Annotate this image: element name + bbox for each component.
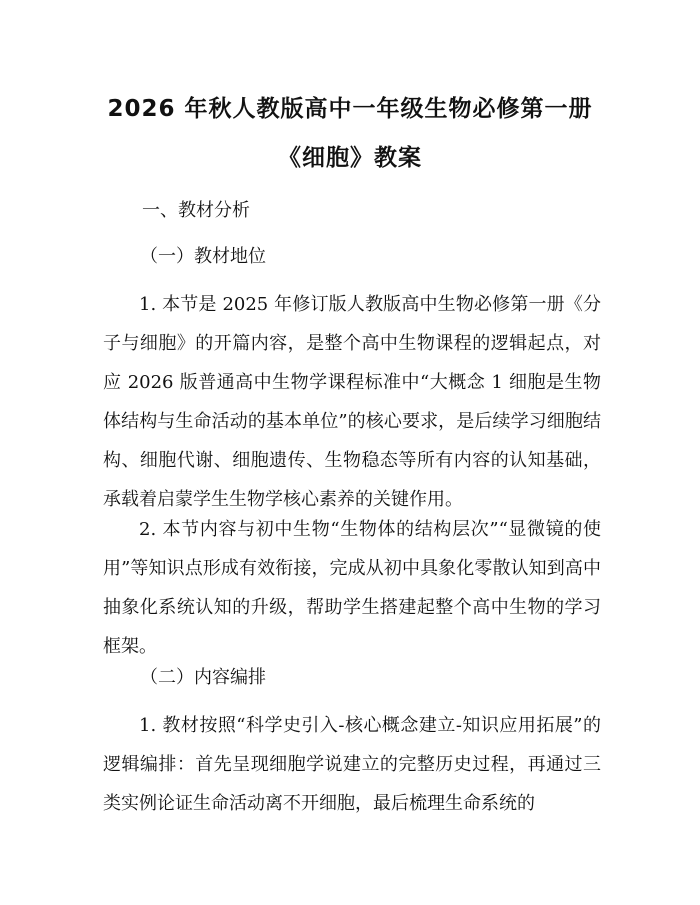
paragraph-position-1: 1. 本节是 2025 年修订版人教版高中生物必修第一册《分子与细胞》的开篇内容，是整个高中生物课程的逻辑起点，对应 2026 版普通高中生物学课程标准中“大概念 1 细胞是生物体结构与生命活动的基本单位”的核心要求，是后续学习细胞结构、细胞代谢、细胞遗传、生物稳态等所有内容的认知基础，承载着启蒙学生生物学核心素养的关键作用。 — [103, 294, 601, 510]
subsection-heading-textbook-position: （一）教材地位 — [140, 246, 266, 267]
subsection-heading-content-arrangement: （二）内容编排 — [140, 667, 266, 688]
section-heading-textbook-analysis: 一、教材分析 — [142, 200, 250, 221]
document-title-line-1: 2026 年秋人教版高中一年级生物必修第一册 — [107, 96, 593, 122]
document-title-line-2: 《细胞》教案 — [278, 145, 422, 171]
paragraph-position-2: 2. 本节内容与初中生物“生物体的结构层次”“显微镜的使用”等知识点形成有效衔接，完成从初中具象化零散认知到高中抽象化系统认知的升级，帮助学生搭建起整个高中生物的学习框架。 — [103, 519, 601, 657]
paragraph-arrangement-1: 1. 教材按照“科学史引入-核心概念建立-知识应用拓展”的逻辑编排：首先呈现细胞学说建立的完整历史过程，再通过三类实例论证生命活动离不开细胞，最后梳理生命系统的 — [103, 715, 601, 814]
